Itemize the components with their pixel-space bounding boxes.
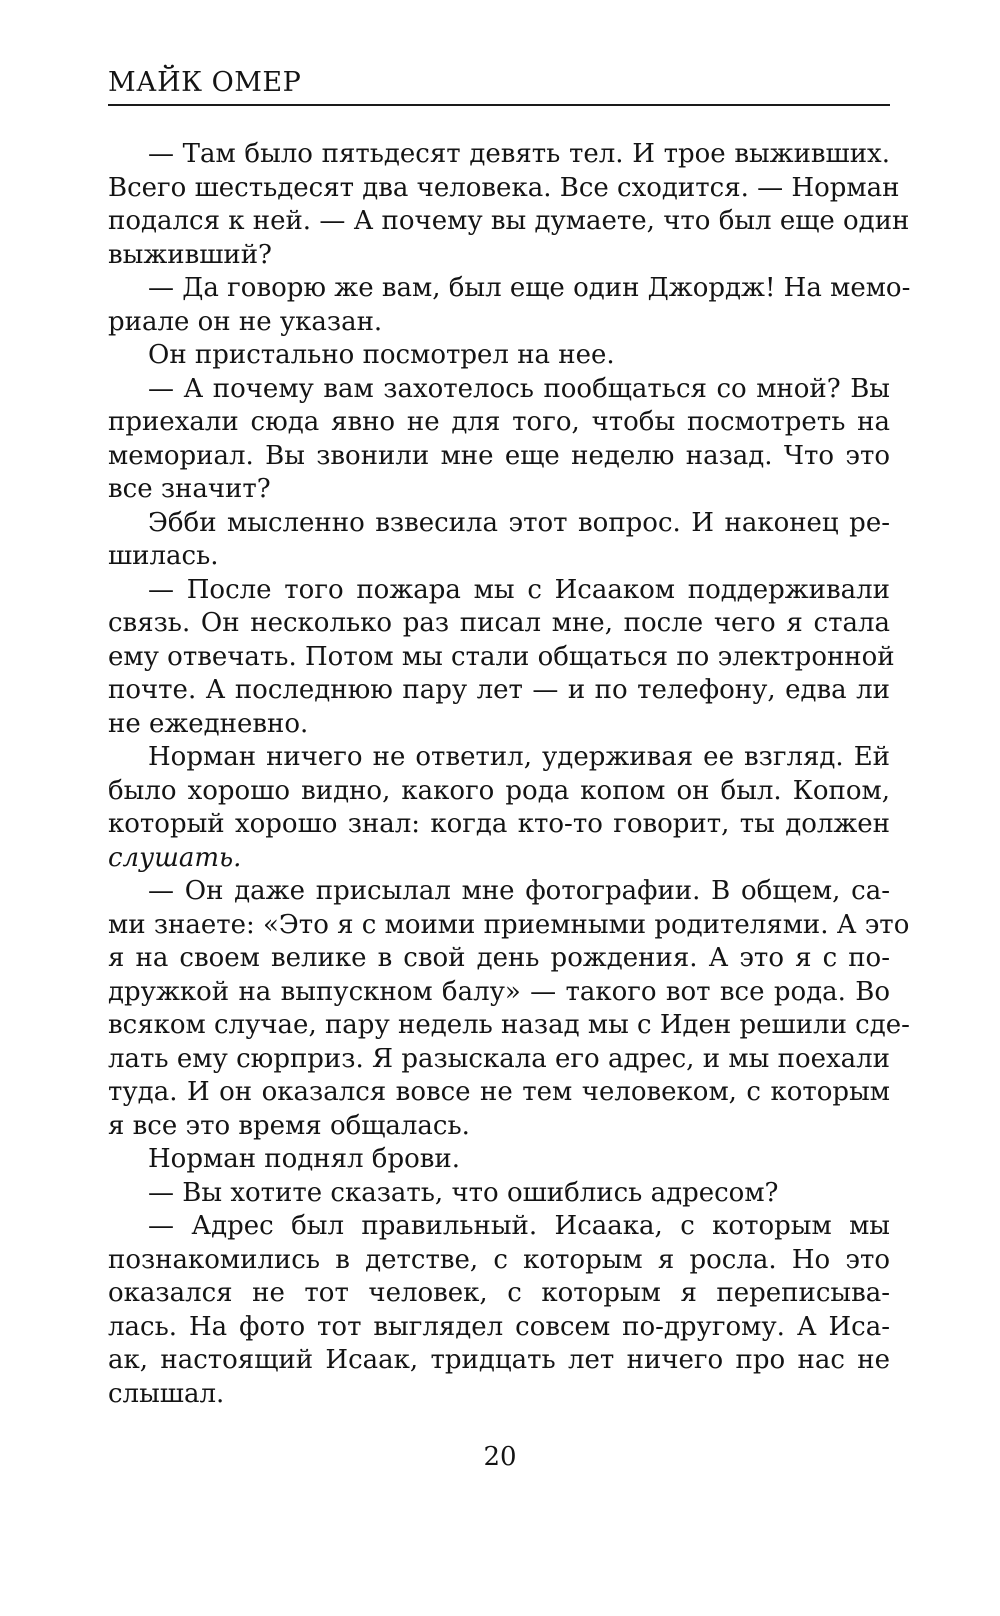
text-line: лать ему сюрприз. Я разыскала его адрес, и мы поехали (108, 1043, 890, 1074)
text-line: мемориал. Вы звонили мне еще неделю назад. Что это (108, 440, 890, 471)
text-line: Норман ничего не ответил, удерживая ее взгляд. Ей (148, 742, 890, 772)
text-line: было хорошо видно, какого рода копом он был. Копом, (108, 775, 890, 806)
page-number: 20 (483, 1442, 517, 1472)
header-divider (108, 104, 890, 106)
text-line: — Да говорю же вам, был еще один Джордж! На мемо- (148, 273, 911, 303)
running-header-author: МАЙК ОМЕР (108, 67, 302, 98)
text-line: почте. А последнюю пару лет — и по телефону, едва ли (108, 675, 890, 705)
text-line: не ежедневно. (108, 708, 309, 739)
text-line: приехали сюда явно не для того, чтобы посмотреть на (108, 407, 890, 437)
text-line: оказался не тот человек, с которым я переписыва- (108, 1278, 890, 1308)
text-line: риале он не указан. (108, 306, 383, 337)
text-line: Он пристально посмотрел на нее. (148, 340, 615, 370)
text-line: Всего шестьдесят два человека. Все сходится. — Норман (108, 172, 900, 203)
text-line: ми знаете: «Это я с моими приемными родителями. А это (108, 909, 910, 940)
text-line: слышал. (108, 1378, 225, 1409)
text-line: лась. На фото тот выглядел совсем по-другому. А Иса- (108, 1311, 890, 1342)
text-line: Норман поднял брови. (148, 1144, 460, 1174)
text-line: — Вы хотите сказать, что ошиблись адресом? (148, 1177, 779, 1208)
text-line: ему отвечать. Потом мы стали общаться по электронной (108, 641, 895, 672)
text-line: все значит? (108, 474, 271, 504)
text-line: шилась. (108, 541, 219, 571)
text-line: — Адрес был правильный. Исаака, с которым мы (148, 1211, 890, 1241)
text-line: — Там было пятьдесят девять тел. И трое выживших. (148, 139, 890, 169)
text-line: туда. И он оказался вовсе не тем человеком, с которым (108, 1077, 890, 1107)
text-line: связь. Он несколько раз писал мне, после чего я стала (108, 608, 890, 638)
text-line: дружкой на выпускном балу» — такого вот все рода. Во (108, 976, 890, 1007)
text-line: ак, настоящий Исаак, тридцать лет ничего про нас не (108, 1345, 890, 1375)
text-line: подался к ней. — А почему вы думаете, что был еще один (108, 206, 910, 236)
text-line: — Он даже присылал мне фотографии. В общем, са- (148, 876, 890, 906)
text-line: всяком случае, пару недель назад мы с Иден решили сде- (108, 1010, 910, 1040)
text-line: выживший? (108, 239, 272, 270)
text-line: Эбби мысленно взвесила этот вопрос. И наконец ре- (148, 507, 890, 538)
text-line: — А почему вам захотелось пообщаться со мной? Вы (148, 373, 890, 404)
body-text (108, 138, 911, 1411)
text-line: — После того пожара мы с Исааком поддерживали (148, 574, 890, 605)
text-line: я на своем велике в свой день рождения. А это я с по- (108, 943, 890, 973)
text-line: который хорошо знал: когда кто-то говорит, ты должен (108, 809, 890, 839)
text-line: я все это время общалась. (108, 1110, 470, 1141)
text-line: познакомились в детстве, с которым я росла. Но это (108, 1244, 890, 1275)
text-line: слушать. (108, 842, 242, 873)
